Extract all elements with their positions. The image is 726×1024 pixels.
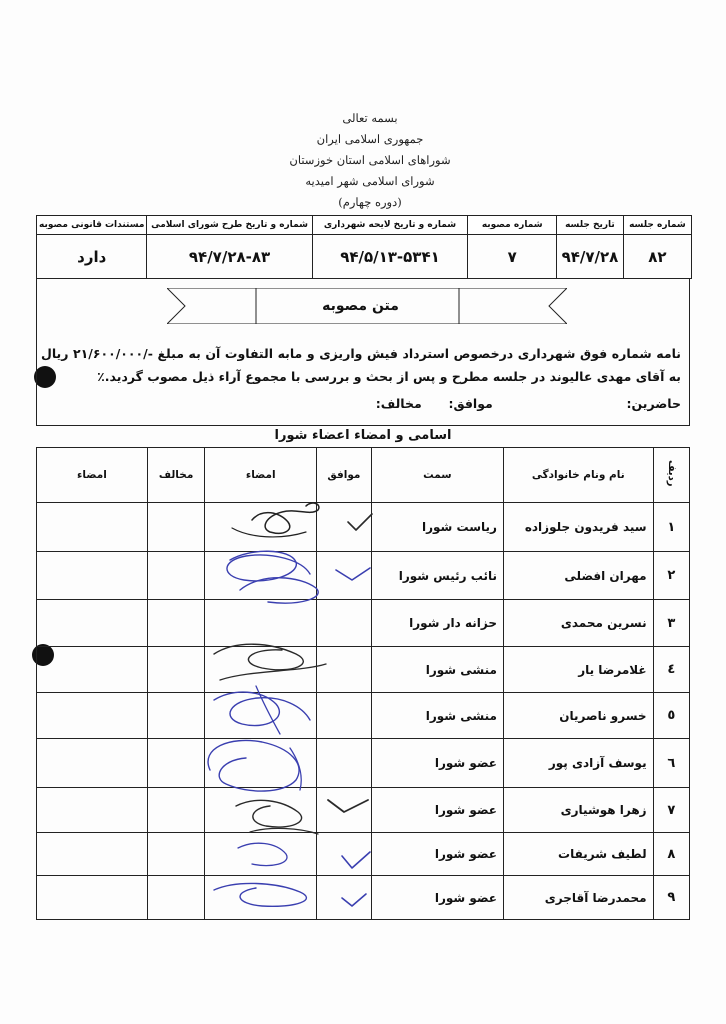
signature-cell	[37, 739, 148, 788]
table-row	[37, 876, 690, 920]
attendees-label: حاضرین:	[626, 396, 681, 411]
member-role: ریاست شورا	[371, 503, 503, 552]
signature-cell	[205, 552, 317, 600]
oppose-cell	[147, 693, 205, 739]
oppose-label: مخالف:	[375, 396, 422, 411]
oppose-cell	[147, 788, 205, 833]
session-info-table	[36, 215, 692, 279]
signature-cell	[205, 647, 317, 693]
row-number: ۱	[653, 503, 689, 552]
agree-cell	[317, 552, 372, 600]
member-name: نسرین محمدی	[503, 600, 653, 647]
table-row	[37, 600, 690, 647]
agree-cell	[317, 788, 372, 833]
signature-cell	[37, 693, 148, 739]
member-name: خسرو ناصریان	[503, 693, 653, 739]
oppose-cell	[147, 647, 205, 693]
member-name: مهران افضلی	[503, 552, 653, 600]
oppose-cell	[147, 833, 205, 876]
member-name: محمدرضا آقاجری	[503, 876, 653, 920]
agree-cell	[317, 503, 372, 552]
member-role: عضو شورا	[371, 788, 503, 833]
council-plan: ۹۴/۷/۲۸-۸۳	[147, 235, 312, 279]
agree-cell	[317, 876, 372, 920]
session-date: ۹۴/۷/۲۸	[557, 235, 624, 279]
row-number: ٤	[653, 647, 689, 693]
agree-label: موافق:	[448, 396, 493, 411]
member-name: سید فریدون جلوزاده	[503, 503, 653, 552]
col-header-signature: امضاء	[37, 448, 148, 503]
resolution-section	[36, 278, 690, 426]
signature-cell	[37, 876, 148, 920]
document-header	[250, 108, 490, 213]
member-role: منشی شورا	[371, 647, 503, 693]
signature-cell	[37, 600, 148, 647]
header-line: (دوره چهارم)	[338, 195, 402, 209]
row-number: ۲	[653, 552, 689, 600]
members-title: اسامی و امضاء اعضاء شورا	[274, 428, 452, 443]
signature-cell	[205, 739, 317, 788]
agree-cell	[317, 647, 372, 693]
meta-header: شماره و تاریخ لایحه شهرداری	[312, 216, 468, 235]
oppose-cell	[147, 552, 205, 600]
table-row	[37, 503, 690, 552]
col-header-row: ردیف	[653, 448, 689, 503]
signature-cell	[205, 876, 317, 920]
signature-cell	[205, 788, 317, 833]
oppose-cell	[147, 739, 205, 788]
agree-cell	[317, 833, 372, 876]
signature-cell	[205, 833, 317, 876]
signature-cell	[37, 647, 148, 693]
header-line: بسمه تعالی	[342, 111, 398, 125]
member-role: عضو شورا	[371, 739, 503, 788]
oppose-cell	[147, 503, 205, 552]
member-name: لطیف شریفات	[503, 833, 653, 876]
member-role: عضو شورا	[371, 833, 503, 876]
vote-summary	[41, 396, 681, 411]
member-role: منشی شورا	[371, 693, 503, 739]
col-header-oppose: مخالف	[147, 448, 205, 503]
row-number: ٥	[653, 693, 689, 739]
resolution-text: نامه شماره فوق شهرداری درخصوص استرداد فیش واریزی و مابه التفاوت آن به مبلغ -/۲۱/۶۰۰/۰۰۰ ریال به آقای مهدی عالیوند در جلسه مطرح و پس از بحث و بررسی با مجموع آراء ذیل مصوب گردید.٪	[41, 346, 681, 384]
table-row	[37, 788, 690, 833]
member-name: زهرا هوشیاری	[503, 788, 653, 833]
member-name: یوسف آزادی پور	[503, 739, 653, 788]
row-number: ۸	[653, 833, 689, 876]
legal-documents: دارد	[37, 235, 147, 279]
municipality-bill: ۹۴/۵/۱۳-۵۳۴۱	[312, 235, 468, 279]
row-number: ۹	[653, 876, 689, 920]
header-line: شوراهای اسلامی استان خوزستان	[289, 153, 451, 167]
table-row	[37, 739, 690, 788]
col-header-role: سمت	[371, 448, 503, 503]
member-role: عضو شورا	[371, 876, 503, 920]
member-name: غلامرضا یار	[503, 647, 653, 693]
col-header-name: نام ونام خانوادگی	[503, 448, 653, 503]
resolution-number: ۷	[468, 235, 557, 279]
row-number: ۷	[653, 788, 689, 833]
member-role: حزانه دار شورا	[371, 600, 503, 647]
meta-header: شماره و تاریخ طرح شورای اسلامی	[147, 216, 312, 235]
meta-header: مستندات قانونی مصوبه	[37, 216, 147, 235]
member-role: نائب رئیس شورا	[371, 552, 503, 600]
signature-cell	[37, 788, 148, 833]
signature-cell	[37, 503, 148, 552]
meta-header: شماره مصوبه	[468, 216, 557, 235]
table-row	[37, 833, 690, 876]
col-header-signature: امضاء	[205, 448, 317, 503]
meta-header: شماره جلسه	[623, 216, 691, 235]
session-number: ۸۲	[623, 235, 691, 279]
table-row	[37, 647, 690, 693]
col-header-agree: موافق	[317, 448, 372, 503]
signature-cell	[37, 833, 148, 876]
header-line: جمهوری اسلامی ایران	[316, 132, 424, 146]
row-number: ٦	[653, 739, 689, 788]
oppose-cell	[147, 600, 205, 647]
signature-cell	[37, 552, 148, 600]
agree-cell	[317, 693, 372, 739]
table-row	[37, 552, 690, 600]
row-number: ۳	[653, 600, 689, 647]
agree-cell	[317, 739, 372, 788]
signature-cell	[205, 600, 317, 647]
header-line: شورای اسلامی شهر امیدیه	[305, 174, 435, 188]
signature-cell	[205, 503, 317, 552]
resolution-title: متن مصوبه	[322, 298, 399, 314]
table-row	[37, 693, 690, 739]
oppose-cell	[147, 876, 205, 920]
members-table	[36, 447, 690, 920]
meta-header: تاریخ جلسه	[557, 216, 624, 235]
signature-cell	[205, 693, 317, 739]
agree-cell	[317, 600, 372, 647]
